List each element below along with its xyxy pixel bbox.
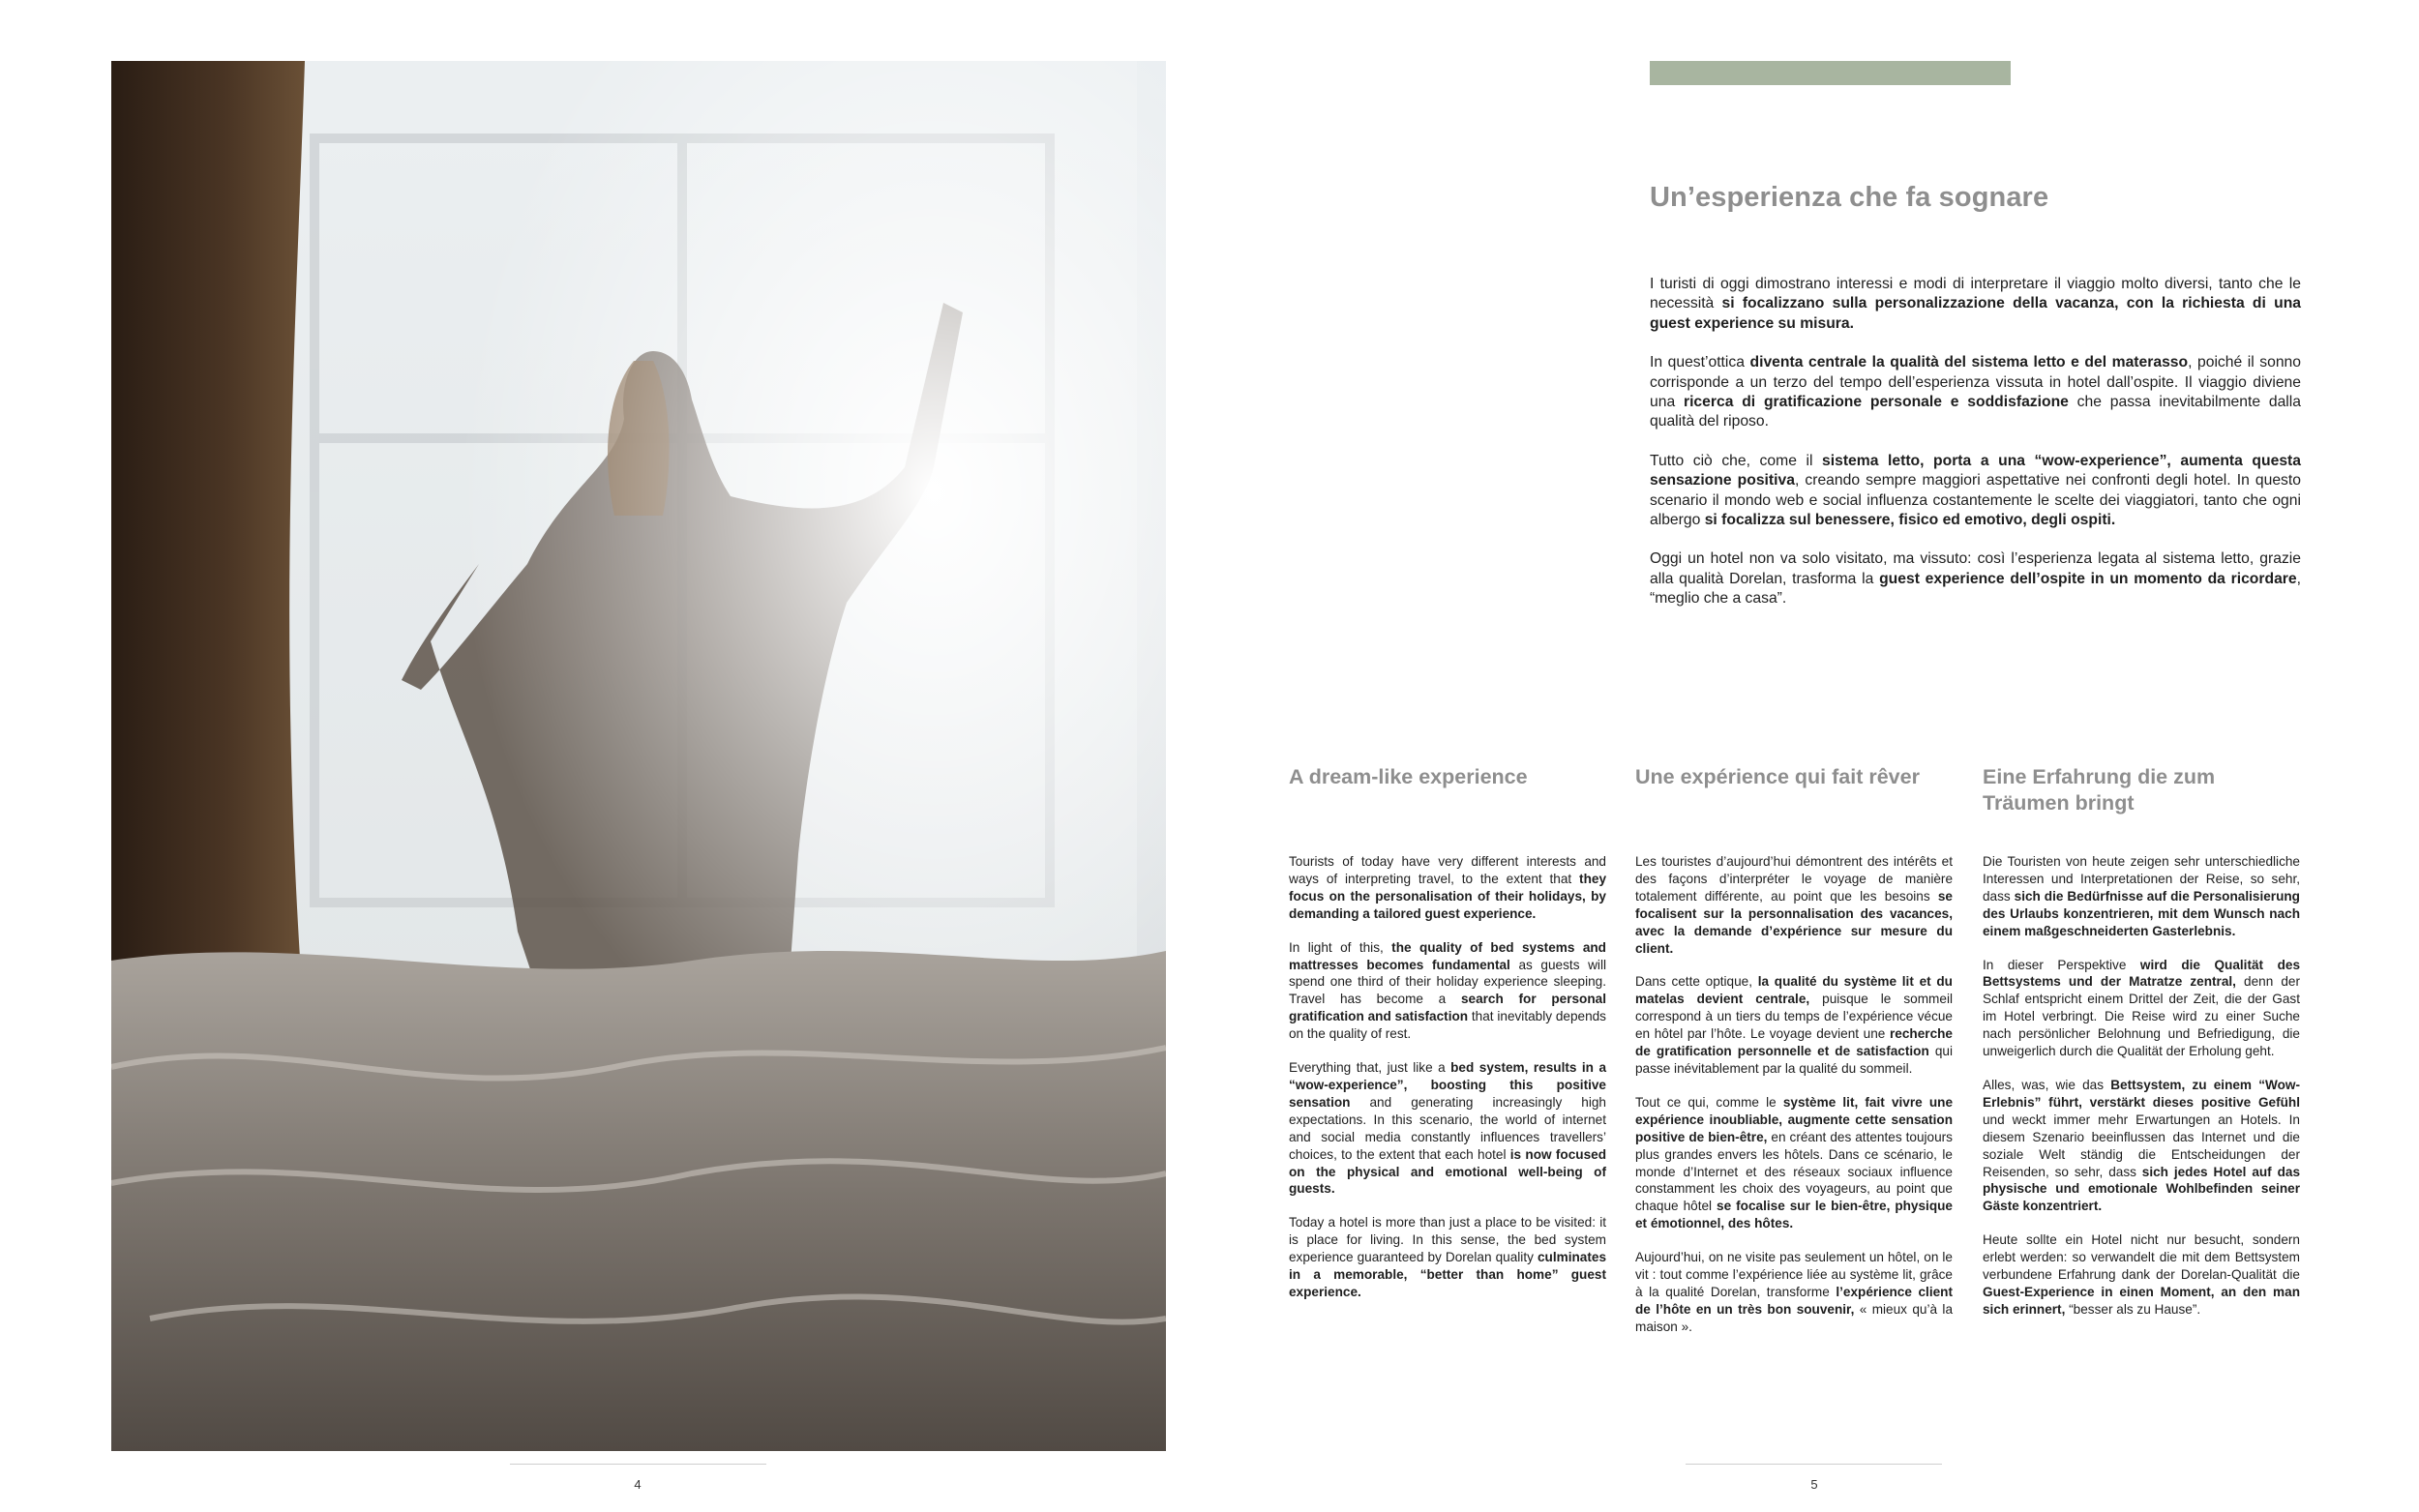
english-paragraph	[1289, 1059, 1606, 1198]
german-title: Eine Erfahrung die zum Träumen bringt	[1983, 765, 2216, 815]
text: Oggi un hotel non va solo visitato, ma vissuto: così l’esperienza legata al sistema letto, grazie alla qualità Dorelan, trasforma la	[1650, 550, 2301, 587]
accent-bar	[1650, 61, 2011, 85]
text: “besser als zu Hause”.	[2065, 1301, 2201, 1317]
text: Tutto ciò che, come il	[1650, 452, 1823, 469]
text: , poiché il sonno corrisponde a un terzo del tempo dell’esperienza vissuta in hotel dall’ospite. Il viaggio diviene una	[1650, 354, 2301, 411]
bold-text: search for personal gratification and satisfaction	[1289, 992, 1606, 1024]
bold-text: si focalizzano sulla personalizzazione della vacanza, con la richiesta di una guest experience su misura.	[1650, 295, 2301, 332]
italian-paragraph	[1650, 353, 2301, 432]
german-column	[1983, 764, 2300, 1335]
text: « mieux qu’à la maison ».	[1635, 1301, 1954, 1334]
right-footer-rule	[1686, 1464, 1942, 1465]
bold-text: bed system, results in a “wow-experience”, boosting this positive sensation	[1289, 1060, 1607, 1110]
french-paragraph	[1635, 1249, 1953, 1336]
bold-text: l’expérience client de l’hôte en un très bon souvenir,	[1635, 1284, 1953, 1317]
text: Die Touristen von heute zeigen sehr unterschiedliche Interessen und Interpretationen der Reise, so sehr, dass	[1983, 854, 2300, 904]
french-column	[1635, 764, 1953, 1352]
french-title: Une expérience qui fait rêver	[1635, 765, 1920, 788]
text: In quest’ottica	[1650, 354, 1750, 371]
text: , creando sempre maggiori aspettative nei confronti degli hotel. In questo scenario il mondo web e social influenza costantemente le scelte dei viaggiatori, tanto che ogni albergo	[1650, 472, 2301, 529]
bold-text: si focalizza sul benessere, fisico ed emotivo, degli ospiti.	[1704, 512, 2116, 529]
text: In light of this,	[1289, 939, 1392, 955]
text: Les touristes d’aujourd’hui démontrent des intérêts et des façons d’interpréter le voyage de manière totalement différente, au point que les besoins	[1635, 854, 1953, 904]
text: Dans cette optique,	[1635, 974, 1758, 990]
bold-text: guest experience dell’ospite in un momento da ricordare	[1879, 570, 2297, 587]
text: und weckt immer mehr Erwartungen an Hotels. In diesem Szenario beeinflussen das Internet und die soziale Welt ständig die Entscheidungen der Reisenden, so sehr, dass	[1983, 1112, 2300, 1179]
text: che passa inevitabilmente dalla qualità del riposo.	[1650, 394, 2301, 430]
english-body	[1289, 853, 1606, 1301]
photo-illustration	[111, 61, 1166, 1451]
french-paragraph	[1635, 853, 1953, 957]
german-paragraph	[1983, 1077, 2300, 1215]
text: Alles, was, wie das	[1983, 1077, 2111, 1092]
french-paragraph	[1635, 1094, 1953, 1232]
text: I turisti di oggi dimostrano interessi e modi di interpretare il viaggio molto diversi, tanto che le necessità	[1650, 276, 2301, 312]
text: Tourists of today have very different interests and ways of interpreting travel, to the extent that	[1289, 854, 1606, 886]
text: Tout ce qui, comme le	[1635, 1094, 1783, 1110]
english-paragraph	[1289, 853, 1606, 923]
text: that inevitably depends on the quality of rest.	[1289, 1009, 1606, 1042]
bold-text: culminates in a memorable, “better than home” guest experience.	[1289, 1250, 1606, 1299]
left-page-number: 4	[634, 1477, 642, 1492]
text: , “meglio che a casa”.	[1650, 570, 2301, 608]
text: as guests will spend one third of their holiday experience sleeping. Travel has become a	[1289, 957, 1606, 1007]
text: Today a hotel is more than just a place to be visited: it is place for living. In this sense, the bed system experience guaranteed by Dorelan quality	[1289, 1215, 1606, 1265]
italian-body	[1650, 275, 2301, 629]
right-page-number: 5	[1810, 1477, 1818, 1492]
woman-opening-curtains-photo	[111, 61, 1166, 1451]
text: Heute sollte ein Hotel nicht nur besucht, sondern erlebt werden: so verwandelt die mit dem Bettsystem verbundene Erfahrung dank der Dorelan-Qualität die	[1983, 1232, 2300, 1283]
text: qui passe inévitablement par la qualité du sommeil.	[1635, 1044, 1953, 1076]
italian-paragraph	[1650, 549, 2301, 608]
left-footer-rule	[510, 1464, 766, 1465]
bold-text: Guest-Experience in einen Moment, an den man sich erinnert,	[1983, 1284, 2300, 1317]
bold-text: sich die Bedürfnisse auf die Personalisierung des Urlaubs konzentrieren, mit dem Wunsch nach einem maßgeschneiderten Gasterlebnis.	[1983, 888, 2300, 938]
text: puisque le sommeil correspond à un tiers du temps de l’expérience vécue en hôtel par l’hôte. Le voyage devient une	[1635, 992, 1953, 1042]
bold-text: is now focused on the physical and emotional well-being of guests.	[1289, 1146, 1606, 1197]
bold-text: se focalise sur le bien-être, physique et émotionnel, des hôtes.	[1635, 1199, 1953, 1231]
bold-text: wird die Qualität des Bettsystems und der Matratze zentral,	[1983, 957, 2300, 990]
bold-text: système lit, fait vivre une expérience inoubliable, augmente cette sensation positive de bien-être,	[1635, 1094, 1954, 1144]
german-paragraph	[1983, 853, 2300, 940]
italian-title: Un’esperienza che fa sognare	[1650, 182, 2049, 213]
bold-text: the quality of bed systems and mattresses becomes fundamental	[1289, 939, 1606, 972]
bold-text: se focalisent sur la personnalisation des vacances, avec la demande d’expérience sur mesure du client.	[1635, 888, 1953, 956]
german-body	[1983, 853, 2300, 1319]
bold-text: sich jedes Hotel auf das physische und emotionale Wohlbefinden seiner Gäste konzentriert.	[1983, 1164, 2301, 1214]
bold-text: diventa centrale la qualità del sistema letto e del materasso	[1749, 354, 2189, 371]
bold-text: they focus on the personalisation of their holidays, by demanding a tailored guest experience.	[1289, 871, 1606, 921]
german-paragraph	[1983, 957, 2300, 1060]
text: In dieser Perspektive	[1983, 957, 2140, 972]
french-body	[1635, 853, 1953, 1336]
french-paragraph	[1635, 973, 1953, 1077]
text: en créant des attentes toujours plus grandes envers les hôtels. Dans ce scénario, le monde d’Internet et des réseaux sociaux influence constamment les choix des voyageurs, au point que chaque hôtel	[1635, 1129, 1953, 1214]
german-paragraph	[1983, 1231, 2300, 1319]
text: Everything that, just like a	[1289, 1060, 1451, 1076]
italian-paragraph	[1650, 452, 2301, 531]
italian-paragraph	[1650, 275, 2301, 334]
text: Aujourd’hui, on ne visite pas seulement un hôtel, on le vit : tout comme l’expérience liée au système lit, grâce à la qualité Dorelan, transforme	[1635, 1250, 1953, 1299]
english-paragraph	[1289, 939, 1606, 1043]
bold-text: recherche de gratification personnelle et de satisfaction	[1635, 1026, 1953, 1059]
english-column	[1289, 764, 1606, 1318]
text: and generating increasingly high expectations. In this scenario, the world of internet and social media constantly influences travellers’ choices, to the extent that each hotel	[1289, 1094, 1606, 1162]
bold-text: Bettsystem, zu einem “Wow-Erlebnis” führt, verstärkt dieses positive Gefühl	[1983, 1077, 2300, 1110]
english-title: A dream-like experience	[1289, 765, 1528, 788]
text: denn der Schlaf entspricht einem Drittel der Zeit, die der Gast im Hotel verbringt. Die Reise wird zu einer Suche nach persönlicher Belohnung und Befriedigung, die unweigerlich durch die Qualität der Erholung geht.	[1983, 974, 2300, 1059]
bold-text: sistema letto, porta a una “wow-experience”, aumenta questa sensazione positiva	[1650, 452, 2301, 489]
english-paragraph	[1289, 1214, 1606, 1301]
bold-text: ricerca di gratificazione personale e soddisfazione	[1683, 394, 2069, 411]
bold-text: la qualité du système lit et du matelas devient centrale,	[1635, 974, 1953, 1007]
